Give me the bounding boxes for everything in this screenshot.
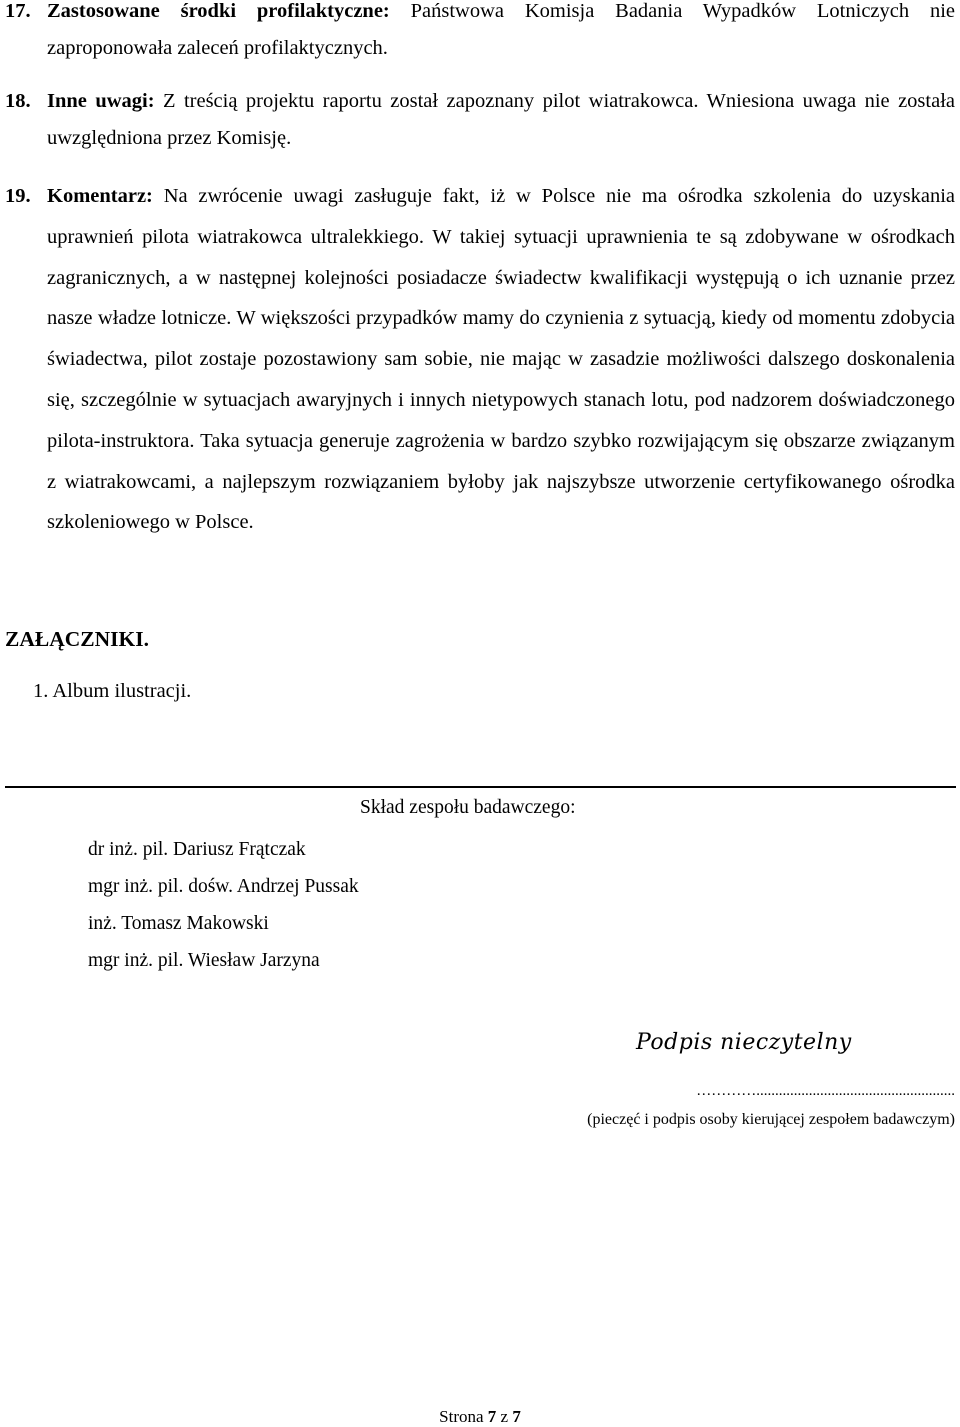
team-member: mgr inż. pil. dośw. Andrzej Pussak — [88, 876, 359, 897]
item-number: 17. — [5, 0, 31, 22]
team-member-list — [88, 831, 359, 979]
item-text: Z treścią projektu raportu został zapoznany pilot wiatrakowca. Wniesiona uwaga nie została uwzględniona przez Komisję. — [47, 90, 955, 149]
item-text: Na zwrócenie uwagi zasługuje fakt, iż w Polsce nie ma ośrodka szkolenia do uzyskania uprawnień pilota wiatrakowca ultralekkiego. W takiej sytuacji uprawnienia te są zdobywane w ośrodkach zagranicznych, a w następnej kolejności posiadacze świadectw kwalifikacji występują o ich uznanie przez nasze władze lotnicze. W większości przypadków mamy do czynienia z sytuacją, kiedy od momentu zdobycia świadectwa, pilot zostaje pozostawiony sam sobie, nie mając w zasadzie możliwości dalszego doskonalenia się, szczególnie w sytuacjach awaryjnych i innych nietypowych stanach lotu, pod nadzorem doświadczonego pilota-instruktora. Taka sytuacja generuje zagrożenia w bardzo szybko rozwijającym się obszarze związanym z wiatrakowcami, a najlepszym rozwiązaniem byłoby jak najszybsze utworzenie certyfikowanego ośrodka szkoleniowego w Polsce. — [47, 185, 955, 534]
team-member: inż. Tomasz Makowski — [88, 913, 269, 934]
divider-line — [5, 786, 956, 788]
footer-prefix: Strona — [439, 1407, 488, 1426]
item-number: 18. — [5, 90, 31, 112]
footer-separator: z — [496, 1407, 513, 1426]
signature-caption: (pieczęć i podpis osoby kierującej zespołem badawczym) — [587, 1111, 955, 1128]
item-text: Państwowa Komisja Badania Wypadków Lotniczych nie zaproponowała zaleceń profilaktycznych. — [47, 0, 955, 59]
handwritten-signature: Podpis nieczytelny — [636, 1030, 852, 1055]
item-body — [47, 0, 955, 67]
page-number-footer — [0, 1407, 960, 1427]
signature-dotted-line: …………..................................................... — [696, 1083, 955, 1099]
item-body — [47, 83, 955, 157]
item-body — [47, 176, 955, 543]
item-label: Zastosowane środki profilaktyczne: — [47, 0, 390, 22]
team-title: Skład zespołu badawczego: — [360, 797, 576, 818]
item-label: Inne uwagi: — [47, 90, 155, 112]
team-member: mgr inż. pil. Wiesław Jarzyna — [88, 950, 320, 971]
item-number: 19. — [5, 185, 31, 207]
current-page: 7 — [487, 1407, 497, 1426]
item-label: Komentarz: — [47, 185, 153, 207]
attachment-item: 1. Album ilustracji. — [33, 680, 192, 702]
team-member: dr inż. pil. Dariusz Frątczak — [88, 839, 306, 860]
attachments-heading: ZAŁĄCZNIKI. — [5, 627, 149, 651]
total-pages: 7 — [512, 1407, 521, 1426]
